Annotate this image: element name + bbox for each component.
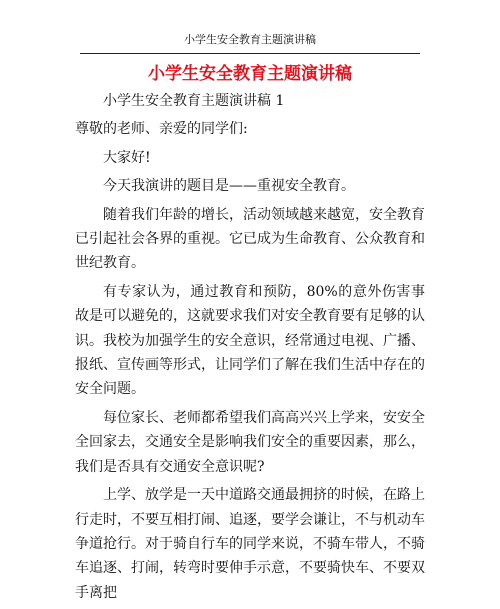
paragraph: 随着我们年龄的增长，活动领域越来越宽，安全教育已引起社会各界的重视。它已成为生命教育、公众教育和世纪教育。 (75, 206, 425, 272)
salutation: 尊敬的老师、亲爱的同学们: (75, 121, 248, 138)
running-header: 小学生安全教育主题演讲稿 (184, 33, 316, 46)
paragraph: 上学、放学是一天中道路交通最拥挤的时候，在路上行走时，不要互相打闹、追逐，要学会谦让，不与机动车争道抢行。对于骑自行车的同学来说，不骑车带人，不骑车追逐、打闹，转弯时要伸手示意，不要骑快车、不要双手离把 (75, 487, 425, 601)
document-title: 小学生安全教育主题演讲稿 (148, 64, 352, 84)
paragraph: 今天我演讲的题目是——重视安全教育。 (103, 178, 355, 195)
paragraph: 有专家认为，通过教育和预防，80%的意外伤害事故是可以避免的，这就要求我们对安全教育要有足够的认识。我校为加强学生的安全意识，经常通过电视、广播、报纸、宣传画等形式，让同学们了解在我们生活中存在的安全问题。 (75, 283, 425, 398)
paragraph: 每位家长、老师都希望我们高高兴兴上学来，安安全全回家去，交通安全是影响我们安全的重要因素，那么，我们是否具有交通安全意识呢? (75, 409, 425, 475)
header-divider (80, 53, 420, 54)
paragraph: 大家好! (103, 149, 151, 166)
document-subtitle: 小学生安全教育主题演讲稿 1 (103, 93, 285, 109)
document-body (75, 89, 425, 609)
